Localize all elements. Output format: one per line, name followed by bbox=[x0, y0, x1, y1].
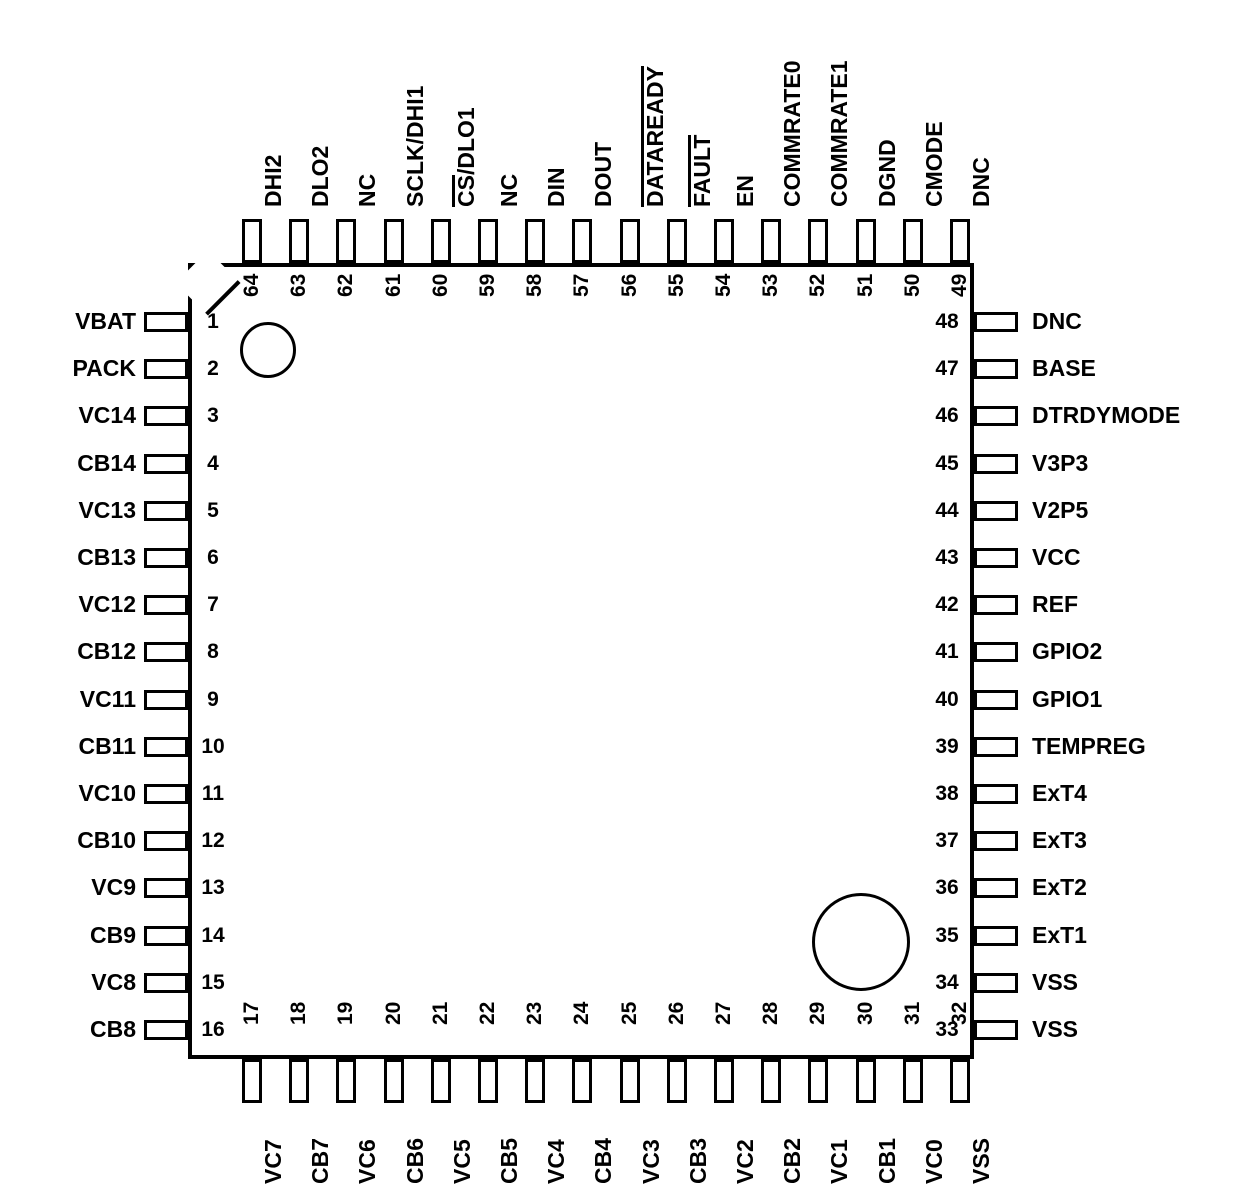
pin-number-25: 25 bbox=[617, 1001, 641, 1025]
pin-number-33: 33 bbox=[935, 1018, 959, 1041]
pin-label-cb7-18: CB7 bbox=[307, 1137, 334, 1184]
pin-number-10: 10 bbox=[201, 734, 225, 758]
pin-lead-59 bbox=[478, 219, 498, 263]
pin-lead-12 bbox=[144, 831, 188, 851]
pin-number-1: 1 bbox=[207, 310, 219, 333]
pin-number-48: 48 bbox=[935, 310, 959, 333]
pin-lead-2 bbox=[144, 359, 188, 379]
pin1-index-circle bbox=[240, 322, 296, 378]
pin-number-44: 44 bbox=[935, 498, 959, 522]
pin-lead-44 bbox=[974, 501, 1018, 521]
pin-lead-56 bbox=[620, 219, 640, 263]
pin-number-60: 60 bbox=[428, 273, 452, 297]
pin-number-11: 11 bbox=[201, 782, 225, 805]
pin-label-vc8-15: VC8 bbox=[91, 968, 136, 995]
pin-lead-34 bbox=[974, 973, 1018, 993]
pin-label-cmode-50: CMODE bbox=[920, 121, 947, 207]
pin-label-ext1-35: ExT1 bbox=[1032, 921, 1087, 948]
pin-lead-63 bbox=[289, 219, 309, 263]
pin-lead-10 bbox=[144, 737, 188, 757]
pin-number-16: 16 bbox=[201, 1018, 225, 1041]
pin-number-50: 50 bbox=[900, 273, 924, 297]
pin-label-vc14-3: VC14 bbox=[78, 402, 136, 429]
pin-label-vc13-5: VC13 bbox=[78, 496, 136, 523]
pin-lead-14 bbox=[144, 926, 188, 946]
pin-lead-49 bbox=[950, 219, 970, 263]
pin-lead-17 bbox=[242, 1059, 262, 1103]
pin-lead-54 bbox=[714, 219, 734, 263]
pin-lead-8 bbox=[144, 642, 188, 662]
pin-number-62: 62 bbox=[334, 273, 358, 297]
pin-label-vc6-19: VC6 bbox=[354, 1139, 381, 1184]
pin-label-en-54: EN bbox=[732, 175, 758, 207]
pin-label-vc9-13: VC9 bbox=[91, 874, 136, 901]
pin-lead-42 bbox=[974, 595, 1018, 615]
pin-label-commrate0-53: COMMRATE0 bbox=[779, 60, 806, 207]
pin-lead-31 bbox=[903, 1059, 923, 1103]
pin-number-63: 63 bbox=[287, 273, 311, 297]
pin-label-vc7-17: VC7 bbox=[260, 1139, 286, 1184]
pin-lead-33 bbox=[974, 1020, 1018, 1040]
pin-label-vc12-7: VC12 bbox=[78, 591, 136, 618]
active-low-overline: FAULT bbox=[688, 134, 715, 207]
pin-label-gpio1-40: GPIO1 bbox=[1032, 685, 1103, 712]
pin-number-54: 54 bbox=[712, 273, 735, 297]
pin-label-cb10-12: CB10 bbox=[77, 827, 136, 854]
pin-number-64: 64 bbox=[240, 273, 263, 297]
pin-label-cb14-4: CB14 bbox=[77, 449, 136, 476]
pin-lead-53 bbox=[761, 219, 781, 263]
pin-label-cb2-28: CB2 bbox=[779, 1137, 806, 1184]
pin-lead-5 bbox=[144, 501, 188, 521]
pin-number-28: 28 bbox=[759, 1001, 783, 1025]
pin-label-ext4-38: ExT4 bbox=[1032, 780, 1087, 806]
pin-lead-52 bbox=[808, 219, 828, 263]
pin-lead-27 bbox=[714, 1059, 734, 1103]
pin-label-vss-34: VSS bbox=[1032, 968, 1079, 995]
pin-label-cb3-26: CB3 bbox=[684, 1137, 711, 1184]
pin-number-30: 30 bbox=[853, 1001, 877, 1025]
pin-number-49: 49 bbox=[948, 273, 971, 297]
pin-lead-36 bbox=[974, 878, 1018, 898]
pin-number-9: 9 bbox=[207, 687, 219, 711]
pin-lead-45 bbox=[974, 454, 1018, 474]
pin-number-36: 36 bbox=[935, 876, 959, 900]
pin-label-vc11-9: VC11 bbox=[79, 685, 136, 712]
pin-number-53: 53 bbox=[759, 273, 783, 297]
pin-number-7: 7 bbox=[207, 593, 219, 617]
pin-lead-38 bbox=[974, 784, 1018, 804]
pin-number-37: 37 bbox=[935, 829, 959, 853]
pin-number-38: 38 bbox=[935, 782, 959, 805]
pin-label-din-58: DIN bbox=[543, 167, 570, 207]
pin-label-dnc-49: DNC bbox=[968, 157, 994, 207]
pin-lead-22 bbox=[478, 1059, 498, 1103]
pin-lead-46 bbox=[974, 406, 1018, 426]
pin-label-cb12-8: CB12 bbox=[77, 638, 136, 665]
pin-number-31: 31 bbox=[900, 1001, 924, 1025]
pin-number-8: 8 bbox=[207, 640, 219, 664]
pin-label-nc-62: NC bbox=[354, 173, 381, 207]
pin-label-suffix: /DLO1 bbox=[452, 107, 479, 176]
pin-lead-57 bbox=[572, 219, 592, 263]
pin-label-cb4-24: CB4 bbox=[590, 1137, 617, 1184]
pin-lead-11 bbox=[144, 784, 188, 804]
pin-number-18: 18 bbox=[287, 1001, 311, 1025]
pin-number-42: 42 bbox=[935, 593, 959, 617]
pin-label-vss-32: VSS bbox=[968, 1137, 994, 1184]
pin-label-cb5-22: CB5 bbox=[496, 1137, 522, 1184]
pin-number-55: 55 bbox=[664, 273, 688, 297]
pin-lead-6 bbox=[144, 548, 188, 568]
pin-lead-64 bbox=[242, 219, 262, 263]
pin-label-vc10-11: VC10 bbox=[78, 780, 136, 806]
pin-label-vc2-27: VC2 bbox=[732, 1139, 758, 1184]
pin-label-cb11-10: CB11 bbox=[78, 732, 136, 759]
pin-label-cb9-14: CB9 bbox=[89, 921, 136, 948]
pin-lead-3 bbox=[144, 406, 188, 426]
pin-lead-43 bbox=[974, 548, 1018, 568]
pin-lead-24 bbox=[572, 1059, 592, 1103]
pin-label-dtrdymode-46: DTRDYMODE bbox=[1032, 402, 1181, 429]
pin-label-v2p5-44: V2P5 bbox=[1032, 496, 1089, 523]
pin-label-dout-57: DOUT bbox=[590, 141, 617, 207]
pin-label-dhi2-64: DHI2 bbox=[260, 154, 286, 207]
pin-lead-48 bbox=[974, 312, 1018, 332]
pin-lead-37 bbox=[974, 831, 1018, 851]
active-low-overline: CS bbox=[452, 175, 479, 207]
pin-label-vc5-21: VC5 bbox=[448, 1139, 475, 1184]
pin-lead-60 bbox=[431, 219, 451, 263]
pin-lead-29 bbox=[808, 1059, 828, 1103]
pin-lead-23 bbox=[525, 1059, 545, 1103]
pin-label-tempreg-39: TEMPREG bbox=[1032, 732, 1146, 759]
pin-number-23: 23 bbox=[523, 1001, 547, 1025]
pin-label-dnc-48: DNC bbox=[1032, 308, 1082, 334]
pin-lead-58 bbox=[525, 219, 545, 263]
pin-number-47: 47 bbox=[935, 357, 959, 381]
pin-number-17: 17 bbox=[240, 1001, 263, 1025]
pin-number-26: 26 bbox=[664, 1001, 688, 1025]
pin-lead-18 bbox=[289, 1059, 309, 1103]
pin-label-dgnd-51: DGND bbox=[873, 139, 900, 207]
pin-number-34: 34 bbox=[935, 970, 959, 994]
active-low-overline: DATAREADY bbox=[641, 66, 668, 207]
pin-label-vc4-23: VC4 bbox=[543, 1139, 570, 1184]
pin-number-24: 24 bbox=[570, 1001, 594, 1025]
pin-lead-51 bbox=[856, 219, 876, 263]
pin-lead-20 bbox=[384, 1059, 404, 1103]
pin-number-41: 41 bbox=[935, 640, 959, 664]
pin-number-51: 51 bbox=[853, 273, 877, 297]
pin-label-pack-2: PACK bbox=[72, 355, 136, 382]
pin-number-32: 32 bbox=[948, 1001, 971, 1025]
pin-label-ref-42: REF bbox=[1032, 591, 1078, 618]
pin-lead-15 bbox=[144, 973, 188, 993]
pin-label-cs-dlo1-60 bbox=[452, 107, 479, 207]
pin-number-43: 43 bbox=[935, 546, 959, 569]
pin-number-2: 2 bbox=[207, 357, 219, 381]
pin-number-59: 59 bbox=[476, 273, 499, 297]
pin-number-35: 35 bbox=[935, 923, 959, 947]
pin-lead-61 bbox=[384, 219, 404, 263]
pin-number-21: 21 bbox=[428, 1001, 452, 1025]
pin-label-nc-59: NC bbox=[496, 173, 522, 207]
pin-lead-35 bbox=[974, 926, 1018, 946]
pin-lead-39 bbox=[974, 737, 1018, 757]
pin-number-39: 39 bbox=[935, 734, 959, 758]
pin-label-ext2-36: ExT2 bbox=[1032, 874, 1087, 901]
pin-label-vc3-25: VC3 bbox=[637, 1139, 664, 1184]
pin-label-ext3-37: ExT3 bbox=[1032, 827, 1087, 854]
pin-number-20: 20 bbox=[381, 1001, 405, 1025]
pin-lead-25 bbox=[620, 1059, 640, 1103]
pin-number-45: 45 bbox=[935, 451, 959, 475]
pin-label-vcc-43: VCC bbox=[1032, 544, 1081, 570]
pin-label-vc0-31: VC0 bbox=[920, 1139, 947, 1184]
pin-number-3: 3 bbox=[207, 404, 219, 428]
pin-label-vbat-1: VBAT bbox=[75, 308, 136, 334]
pin-lead-55 bbox=[667, 219, 687, 263]
pin-number-46: 46 bbox=[935, 404, 959, 428]
pin-lead-62 bbox=[336, 219, 356, 263]
pin-label-commrate1-52: COMMRATE1 bbox=[826, 60, 853, 207]
package-marking-circle bbox=[812, 893, 910, 991]
pin-number-40: 40 bbox=[935, 687, 959, 711]
pin-number-56: 56 bbox=[617, 273, 641, 297]
pin-label-vc1-29: VC1 bbox=[826, 1139, 853, 1184]
pin-lead-28 bbox=[761, 1059, 781, 1103]
pin-label-sclk-dhi1-61: SCLK/DHI1 bbox=[401, 85, 428, 207]
pin-lead-19 bbox=[336, 1059, 356, 1103]
pin-label-cb1-30: CB1 bbox=[873, 1137, 900, 1184]
pin-label-gpio2-41: GPIO2 bbox=[1032, 638, 1103, 665]
pin-lead-40 bbox=[974, 690, 1018, 710]
pin-number-6: 6 bbox=[207, 546, 219, 569]
pin-lead-1 bbox=[144, 312, 188, 332]
pin-lead-13 bbox=[144, 878, 188, 898]
pin-label-cb13-6: CB13 bbox=[77, 544, 136, 570]
pin-number-5: 5 bbox=[207, 498, 219, 522]
pin-number-4: 4 bbox=[207, 451, 219, 475]
pin-lead-26 bbox=[667, 1059, 687, 1103]
pin-label-cb6-20: CB6 bbox=[401, 1137, 428, 1184]
pin-number-52: 52 bbox=[806, 273, 830, 297]
pin-number-15: 15 bbox=[201, 970, 225, 994]
pin-number-12: 12 bbox=[201, 829, 225, 853]
pin-number-58: 58 bbox=[523, 273, 547, 297]
pin-number-22: 22 bbox=[476, 1001, 499, 1025]
pin-number-19: 19 bbox=[334, 1001, 358, 1025]
pin-lead-9 bbox=[144, 690, 188, 710]
pin-lead-30 bbox=[856, 1059, 876, 1103]
pin-number-27: 27 bbox=[712, 1001, 735, 1025]
pin-label-vss-33: VSS bbox=[1032, 1016, 1079, 1042]
pin-label-dlo2-63: DLO2 bbox=[307, 145, 334, 207]
pin-lead-50 bbox=[903, 219, 923, 263]
pin-lead-4 bbox=[144, 454, 188, 474]
pin-lead-41 bbox=[974, 642, 1018, 662]
pin-label-fault-55 bbox=[688, 134, 715, 207]
pin-lead-32 bbox=[950, 1059, 970, 1103]
pin-number-61: 61 bbox=[381, 273, 405, 297]
pin-label-v3p3-45: V3P3 bbox=[1032, 449, 1089, 476]
pin-number-29: 29 bbox=[806, 1001, 830, 1025]
pin-number-57: 57 bbox=[570, 273, 594, 297]
pin-label-cb8-16: CB8 bbox=[89, 1016, 136, 1042]
pin-label-dataready-56 bbox=[641, 66, 668, 207]
pin-lead-7 bbox=[144, 595, 188, 615]
pin-lead-21 bbox=[431, 1059, 451, 1103]
pin-number-13: 13 bbox=[201, 876, 225, 900]
pin-number-14: 14 bbox=[201, 923, 225, 947]
pin-label-base-47: BASE bbox=[1032, 355, 1096, 382]
pin-lead-16 bbox=[144, 1020, 188, 1040]
pin-lead-47 bbox=[974, 359, 1018, 379]
